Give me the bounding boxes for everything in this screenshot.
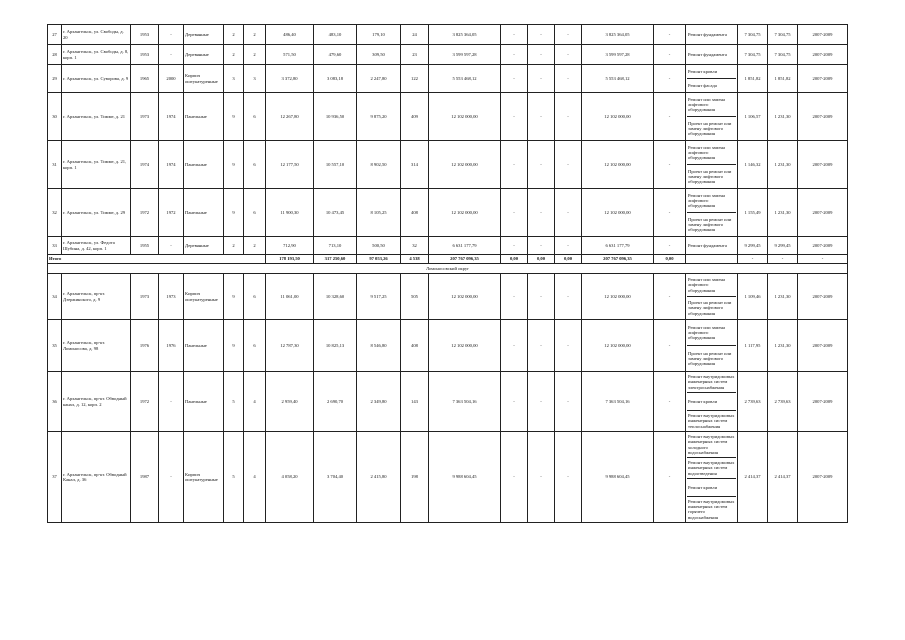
cell-f2: -: [528, 65, 555, 93]
cell-period: 2007-2009: [798, 93, 848, 141]
cell-period: 2007-2009: [798, 274, 848, 320]
cell-f1: -: [501, 189, 528, 237]
cell-f1: -: [501, 274, 528, 320]
cell-area-res: 479,60: [314, 45, 357, 65]
cell-cost-own: 12 102 000,00: [582, 93, 654, 141]
cell-cost-own: 12 102 000,00: [582, 274, 654, 320]
cell-cost-total: 9 988 604,45: [429, 432, 501, 523]
cell-unit-cost: 1 106,57: [738, 93, 768, 141]
cell-year-built: 1973: [131, 93, 159, 141]
cell-year-built: 1965: [131, 65, 159, 93]
work-item: Ремонт или замена лифтового оборудования: [687, 274, 736, 297]
cell-year-rec: -: [159, 432, 184, 523]
cell-material: Кирпич оштукатуренные: [184, 274, 224, 320]
cell-f3: -: [555, 93, 582, 141]
cell-f3: -: [555, 320, 582, 372]
cell-cost-total: 6 631 177,79: [429, 237, 501, 255]
cell-year-built: 1953: [131, 45, 159, 65]
cell-f3: -: [555, 372, 582, 432]
cell-floors: 9: [224, 320, 244, 372]
table-row: [48, 237, 848, 255]
cell-year-built: 1987: [131, 432, 159, 523]
cell-year-built: 1974: [131, 141, 159, 189]
cell-unit-cost: 9 299,45: [738, 237, 768, 255]
cell-floors: 2: [224, 237, 244, 255]
cell-area-priv: 179,10: [357, 25, 401, 45]
cell-material: Панельные: [184, 93, 224, 141]
cell-unit-cost: 1 851,82: [738, 65, 768, 93]
cell-f5: -: [654, 189, 686, 237]
cell-f1: -: [501, 25, 528, 45]
cell-f1: -: [501, 65, 528, 93]
cell-material: Деревянные: [184, 45, 224, 65]
cell-residents: 23: [401, 45, 429, 65]
cell-year-built: 1953: [131, 25, 159, 45]
cell-area-res: 10 936,50: [314, 93, 357, 141]
work-item: Ремонт фундамента: [688, 31, 727, 37]
cell-cost-total: 12 102 000,00: [429, 93, 501, 141]
work-item: Ремонт или замена лифтового оборудования: [687, 141, 736, 165]
cell-residents: 143: [401, 372, 429, 432]
cell-year-built: 1973: [131, 274, 159, 320]
cell-period: 2007-2009: [798, 141, 848, 189]
cell-limit-cost: 9 299,45: [768, 237, 798, 255]
cell-area-total: 12 267,80: [266, 93, 314, 141]
cell-f5: -: [654, 432, 686, 523]
cell-num: 33: [48, 237, 62, 255]
work-item: Ремонт или замена лифтового оборудования: [687, 320, 736, 346]
cell-f3: -: [555, 25, 582, 45]
table-row: [48, 45, 848, 65]
cell-limit-cost: 1 851,82: [768, 65, 798, 93]
cell-cost-total: 12 102 000,00: [429, 320, 501, 372]
cell-area-total: 571,50: [266, 45, 314, 65]
cell-cost-total: 12 102 000,00: [429, 274, 501, 320]
cell-area-priv: 500,50: [357, 237, 401, 255]
cell-limit-cost: 7 304,75: [768, 25, 798, 45]
cell-area-priv: 2 247,80: [357, 65, 401, 93]
cell-f2: -: [528, 372, 555, 432]
work-item: Ремонт внутридомовых инженерных систем теплоснабжения: [688, 413, 735, 429]
cell-period: 2007-2009: [798, 372, 848, 432]
cell-f2: -: [528, 141, 555, 189]
cell-cost-own: 12 102 000,00: [582, 141, 654, 189]
total-label: Итого: [48, 255, 266, 264]
works-cell: [686, 320, 738, 372]
cell-unit-cost: 7 304,75: [738, 25, 768, 45]
work-item: Ремонт или замена лифтового оборудования: [687, 189, 736, 213]
cell-f3: -: [555, 45, 582, 65]
cell-period: 2007-2009: [798, 45, 848, 65]
cell-f3: -: [555, 274, 582, 320]
cell-area-priv: 8 546,80: [357, 320, 401, 372]
cell-f1: -: [501, 372, 528, 432]
cell-area-res: 10 825,13: [314, 320, 357, 372]
cell-f3: -: [555, 432, 582, 523]
cell-address: г. Архангельск, пр-кт. Ломоносова, д. 98: [62, 320, 131, 372]
cell-year-built: 1972: [131, 372, 159, 432]
work-item: Ремонт внутридомовых инженерных систем электроснабжения: [687, 372, 736, 393]
cell-area-res: 2 690,70: [314, 372, 357, 432]
cell-area-priv: 9 875,20: [357, 93, 401, 141]
cell-cost-own: 6 631 177,79: [582, 237, 654, 255]
table-row: [48, 25, 848, 45]
cell-entrances: 6: [244, 141, 266, 189]
work-item: Ремонт кровли: [687, 65, 736, 79]
cell-f1: -: [501, 45, 528, 65]
cell-year-rec: 1976: [159, 320, 184, 372]
cell-num: 29: [48, 65, 62, 93]
cell-material: Кирпич оштукатуренные: [184, 65, 224, 93]
cell-entrances: 6: [244, 189, 266, 237]
cell-f3: -: [555, 189, 582, 237]
cell-unit-cost: 2 739,63: [738, 372, 768, 432]
cell-year-rec: 1973: [159, 274, 184, 320]
cell-entrances: 4: [244, 432, 266, 523]
cell-f1: -: [501, 432, 528, 523]
total-f5: 0,00: [654, 255, 686, 264]
cell-f5: -: [654, 93, 686, 141]
work-item: Ремонт внутридомовых инженерных систем водоотведения: [687, 458, 736, 479]
cell-year-built: 1972: [131, 189, 159, 237]
works-cell: [686, 65, 738, 93]
cell-residents: 408: [401, 189, 429, 237]
cell-unit-cost: 1 146,32: [738, 141, 768, 189]
cell-year-rec: -: [159, 45, 184, 65]
work-item: Проект на ремонт или замену лифтового оборудования: [688, 120, 732, 137]
cell-material: Деревянные: [184, 237, 224, 255]
cell-area-res: 10 557,10: [314, 141, 357, 189]
cell-entrances: 2: [244, 237, 266, 255]
cell-residents: 24: [401, 25, 429, 45]
cell-f2: -: [528, 432, 555, 523]
works-cell: [686, 189, 738, 237]
cell-year-rec: -: [159, 372, 184, 432]
total-cost: 207 767 096,35: [429, 255, 501, 264]
cell-cost-own: 7 363 504,16: [582, 372, 654, 432]
cell-area-total: 11 061,00: [266, 274, 314, 320]
cell-area-res: 3 083,18: [314, 65, 357, 93]
total-area-total: 178 193,50: [266, 255, 314, 264]
cell-residents: 32: [401, 237, 429, 255]
cell-period: 2007-2009: [798, 432, 848, 523]
cell-cost-own: 3 825 364,05: [582, 25, 654, 45]
works-cell: [686, 25, 738, 45]
cell-period: 2007-2009: [798, 25, 848, 45]
cell-floors: 2: [224, 25, 244, 45]
cell-cost-own: 12 102 000,00: [582, 320, 654, 372]
total-row: [48, 255, 848, 264]
cell-unit-cost: 7 304,75: [738, 45, 768, 65]
work-item: Ремонт внутридомовых инженерных систем горячего водоснабжения: [688, 498, 735, 520]
cell-area-priv: 309,50: [357, 45, 401, 65]
cell-residents: 198: [401, 432, 429, 523]
cell-material: Панельные: [184, 372, 224, 432]
works-cell: [686, 45, 738, 65]
table-body-top: [48, 25, 848, 255]
cell-area-priv: 8 105,25: [357, 189, 401, 237]
cell-residents: 409: [401, 93, 429, 141]
cell-f5: -: [654, 274, 686, 320]
work-item: Ремонт кровли: [687, 479, 736, 497]
total-section: [48, 255, 848, 274]
capital-repair-table: [47, 24, 848, 523]
total-residents: 4 538: [401, 255, 429, 264]
cell-cost-total: 12 102 000,00: [429, 141, 501, 189]
cell-limit-cost: 1 231,30: [768, 189, 798, 237]
cell-address: г. Архангельск, ул. Свободы, д. 8, корп. 1: [62, 45, 131, 65]
cell-address: г. Архангельск, ул. Федота Шубина, д. 42, корп. 1: [62, 237, 131, 255]
cell-entrances: 3: [244, 65, 266, 93]
cell-num: 35: [48, 320, 62, 372]
work-item: Ремонт кровли: [687, 393, 736, 411]
cell-residents: 408: [401, 320, 429, 372]
cell-f1: -: [501, 141, 528, 189]
cell-f5: -: [654, 372, 686, 432]
cell-limit-cost: 2 739,63: [768, 372, 798, 432]
cell-year-rec: 1972: [159, 189, 184, 237]
work-item: Ремонт внутридомовых инженерных систем холодного водоснабжения: [687, 432, 736, 458]
cell-address: г. Архангельск, ул. Тимме, д. 29: [62, 189, 131, 237]
cell-period: 2007-2009: [798, 320, 848, 372]
cell-residents: 505: [401, 274, 429, 320]
work-item: Ремонт фундамента: [688, 51, 727, 57]
cell-material: Панельные: [184, 320, 224, 372]
cell-address: г. Архангельск, ул. Свободы, д. 20: [62, 25, 131, 45]
cell-limit-cost: 1 231,30: [768, 274, 798, 320]
work-item: Проект на ремонт или замену лифтового оборудования: [688, 300, 732, 316]
work-item: Ремонт фундамента: [688, 242, 727, 248]
cell-year-built: 1955: [131, 237, 159, 255]
cell-f2: -: [528, 237, 555, 255]
cell-period: 2007-2009: [798, 65, 848, 93]
cell-floors: 5: [224, 432, 244, 523]
cell-address: г. Архангельск, пр-кт. Обводный Канал, д. 36: [62, 432, 131, 523]
cell-cost-total: 5 553 468,12: [429, 65, 501, 93]
cell-floors: 9: [224, 93, 244, 141]
cell-f5: -: [654, 65, 686, 93]
cell-num: 27: [48, 25, 62, 45]
work-item: Проект на ремонт или замену лифтового оборудования: [688, 168, 732, 185]
cell-area-priv: 2 349,80: [357, 372, 401, 432]
cell-f1: -: [501, 237, 528, 255]
cell-material: Панельные: [184, 189, 224, 237]
cell-area-res: 713,10: [314, 237, 357, 255]
cell-floors: 3: [224, 65, 244, 93]
table-body-bottom: [48, 274, 848, 523]
table-row: [48, 320, 848, 372]
cell-f2: -: [528, 93, 555, 141]
cell-cost-own: 3 599 597,28: [582, 45, 654, 65]
cell-area-res: 10 473,45: [314, 189, 357, 237]
cell-year-rec: 1974: [159, 141, 184, 189]
section-title: Ломоносовский округ: [48, 264, 848, 274]
cell-f2: -: [528, 320, 555, 372]
cell-area-total: 12 787,30: [266, 320, 314, 372]
works-cell: [686, 237, 738, 255]
cell-area-total: 2 959,40: [266, 372, 314, 432]
cell-material: Кирпич оштукатуренные: [184, 432, 224, 523]
cell-area-total: 3 372,80: [266, 65, 314, 93]
table-row: [48, 274, 848, 320]
cell-cost-total: 3 599 597,28: [429, 45, 501, 65]
cell-area-total: 11 900,30: [266, 189, 314, 237]
cell-material: Деревянные: [184, 25, 224, 45]
cell-area-priv: 9 517,25: [357, 274, 401, 320]
cell-area-priv: 2 415,80: [357, 432, 401, 523]
cell-address: г. Архангельск, пр-кт. Дзержинского, д. 9: [62, 274, 131, 320]
cell-f1: -: [501, 320, 528, 372]
works-cell: [686, 372, 738, 432]
total-period: -: [798, 255, 848, 264]
cell-f5: -: [654, 25, 686, 45]
total-works: [686, 255, 738, 264]
cell-area-res: 483,10: [314, 25, 357, 45]
table-row: [48, 189, 848, 237]
cell-floors: 9: [224, 274, 244, 320]
works-cell: [686, 141, 738, 189]
cell-f2: -: [528, 189, 555, 237]
cell-cost-own: 5 553 468,12: [582, 65, 654, 93]
cell-entrances: 4: [244, 372, 266, 432]
total-unit-cost: -: [738, 255, 768, 264]
cell-f3: -: [555, 237, 582, 255]
cell-cost-own: 12 102 000,00: [582, 189, 654, 237]
cell-entrances: 6: [244, 320, 266, 372]
cell-cost-total: 3 825 364,05: [429, 25, 501, 45]
cell-cost-total: 12 102 000,00: [429, 189, 501, 237]
cell-unit-cost: 2 414,37: [738, 432, 768, 523]
cell-floors: 9: [224, 141, 244, 189]
cell-f5: -: [654, 320, 686, 372]
work-item: Ремонт или замена лифтового оборудования: [687, 93, 736, 117]
total-f1: 0,00: [501, 255, 528, 264]
cell-year-rec: -: [159, 25, 184, 45]
cell-material: Панельные: [184, 141, 224, 189]
cell-address: г. Архангельск, ул. Суворова, д. 9: [62, 65, 131, 93]
cell-cost-own: 9 988 604,45: [582, 432, 654, 523]
cell-num: 30: [48, 93, 62, 141]
cell-limit-cost: 1 231,30: [768, 141, 798, 189]
works-cell: [686, 274, 738, 320]
cell-limit-cost: 1 231,30: [768, 93, 798, 141]
cell-address: г. Архангельск, ул. Тимме, д. 21, корп. 1: [62, 141, 131, 189]
cell-area-total: 486,40: [266, 25, 314, 45]
cell-f1: -: [501, 93, 528, 141]
cell-num: 32: [48, 189, 62, 237]
cell-period: 2007-2009: [798, 189, 848, 237]
cell-year-rec: 1974: [159, 93, 184, 141]
works-cell: [686, 432, 738, 523]
cell-f2: -: [528, 25, 555, 45]
work-item: Проект на ремонт или замену лифтового оборудования: [688, 216, 732, 233]
cell-f2: -: [528, 274, 555, 320]
cell-floors: 5: [224, 372, 244, 432]
total-f3: 0,00: [555, 255, 582, 264]
section-header-row: [48, 264, 848, 274]
cell-cost-total: 7 363 504,16: [429, 372, 501, 432]
table-row: [48, 141, 848, 189]
cell-area-res: 3 704,40: [314, 432, 357, 523]
cell-floors: 2: [224, 45, 244, 65]
cell-num: 31: [48, 141, 62, 189]
cell-address: г. Архангельск, пр-кт. Обводный канал, д. 12, корп. 2: [62, 372, 131, 432]
cell-unit-cost: 1 117,95: [738, 320, 768, 372]
cell-entrances: 6: [244, 274, 266, 320]
cell-entrances: 2: [244, 25, 266, 45]
cell-f2: -: [528, 45, 555, 65]
table-row: [48, 93, 848, 141]
total-area-priv: 97 053,26: [357, 255, 401, 264]
cell-num: 34: [48, 274, 62, 320]
cell-num: 28: [48, 45, 62, 65]
cell-floors: 9: [224, 189, 244, 237]
cell-limit-cost: 7 304,75: [768, 45, 798, 65]
cell-limit-cost: 1 231,30: [768, 320, 798, 372]
cell-unit-cost: 1 155,49: [738, 189, 768, 237]
cell-f3: -: [555, 65, 582, 93]
cell-unit-cost: 1 109,46: [738, 274, 768, 320]
cell-address: г. Архангельск, ул. Тимме, д. 21: [62, 93, 131, 141]
cell-area-res: 10 328,60: [314, 274, 357, 320]
cell-residents: 122: [401, 65, 429, 93]
table-row: [48, 372, 848, 432]
cell-area-priv: 8 902,50: [357, 141, 401, 189]
cell-entrances: 2: [244, 45, 266, 65]
total-area-res: 317 250,60: [314, 255, 357, 264]
total-f2: 0,00: [528, 255, 555, 264]
works-cell: [686, 93, 738, 141]
cell-f5: -: [654, 45, 686, 65]
cell-residents: 314: [401, 141, 429, 189]
cell-area-total: 12 177,50: [266, 141, 314, 189]
cell-area-total: 4 058,20: [266, 432, 314, 523]
table-row: [48, 432, 848, 523]
cell-year-rec: 2000: [159, 65, 184, 93]
cell-entrances: 6: [244, 93, 266, 141]
cell-period: 2007-2009: [798, 237, 848, 255]
cell-year-built: 1976: [131, 320, 159, 372]
cell-f5: -: [654, 141, 686, 189]
work-item: Проект на ремонт или замену лифтового оборудования: [688, 350, 732, 367]
cell-area-total: 712,90: [266, 237, 314, 255]
cell-num: 36: [48, 372, 62, 432]
work-item: Ремонт фасада: [688, 82, 717, 88]
cell-f5: -: [654, 237, 686, 255]
table-row: [48, 65, 848, 93]
total-cost-own: 207 767 096,35: [582, 255, 654, 264]
cell-f3: -: [555, 141, 582, 189]
cell-num: 37: [48, 432, 62, 523]
cell-year-rec: -: [159, 237, 184, 255]
cell-limit-cost: 2 414,37: [768, 432, 798, 523]
total-limit-cost: -: [768, 255, 798, 264]
